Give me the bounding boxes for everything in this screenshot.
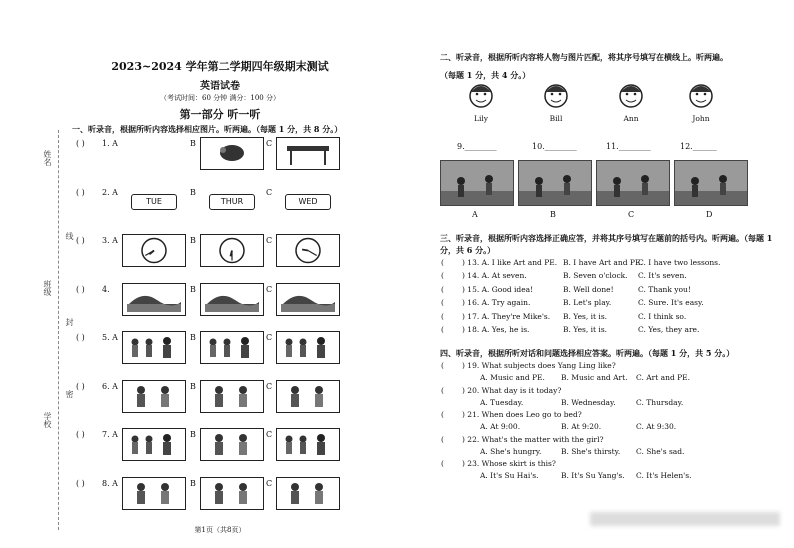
answer-paren[interactable]: ( bbox=[441, 361, 444, 370]
face-icon bbox=[541, 80, 571, 110]
option-b: B. Well done! bbox=[563, 284, 614, 294]
watermark bbox=[590, 512, 780, 526]
scene-icon bbox=[675, 161, 747, 205]
option-b-label: B bbox=[190, 139, 196, 148]
option-b-label: B bbox=[190, 284, 196, 294]
picture-label: A bbox=[472, 210, 478, 219]
day-card-option[interactable]: THUR bbox=[209, 194, 255, 210]
option-b: B. Seven o'clock. bbox=[563, 271, 628, 281]
scene-picture bbox=[518, 160, 592, 206]
illustration-icon bbox=[123, 332, 185, 363]
answer-blank[interactable]: 11.________ bbox=[606, 142, 651, 151]
scene-picture bbox=[674, 160, 748, 206]
question-number: 7. A bbox=[102, 430, 118, 439]
picture-option[interactable] bbox=[276, 234, 340, 267]
option-c: C. It's seven. bbox=[638, 271, 687, 281]
name-label: 姓名 bbox=[43, 150, 52, 166]
scene-picture bbox=[440, 160, 514, 206]
option-c: C. Art and PE. bbox=[636, 373, 691, 382]
option-c-label: C bbox=[266, 187, 273, 197]
illustration-icon bbox=[201, 138, 263, 169]
illustration-icon bbox=[201, 235, 263, 266]
picture-option[interactable] bbox=[200, 331, 264, 364]
picture-option[interactable] bbox=[122, 380, 186, 413]
answer-paren[interactable]: ( ) bbox=[76, 478, 85, 488]
answer-paren[interactable]: ( bbox=[441, 410, 444, 419]
answer-paren[interactable]: ( bbox=[441, 325, 444, 334]
illustration-icon bbox=[201, 429, 263, 460]
option-a: A. Tuesday. bbox=[480, 397, 524, 407]
illustration-icon bbox=[277, 138, 339, 169]
answer-blank[interactable]: 9.________ bbox=[457, 142, 497, 151]
picture-option[interactable] bbox=[200, 380, 264, 413]
option-b: B. Let's play. bbox=[563, 298, 612, 308]
question-text: ) 21. When does Leo go to bed? bbox=[462, 410, 582, 419]
answer-blank[interactable]: 12.______ bbox=[680, 142, 717, 151]
exam-title: 2023~2024 学年第二学期四年级期末测试 bbox=[111, 60, 329, 73]
option-c: C. Sure. It's easy. bbox=[638, 298, 704, 308]
illustration-icon bbox=[123, 478, 185, 509]
question-text: ) 20. What day is it today? bbox=[462, 385, 562, 395]
option-c: C. At 9:30. bbox=[636, 422, 677, 431]
picture-option[interactable] bbox=[122, 234, 186, 267]
exam-info: （考试时间：60 分钟 满分：100 分） bbox=[160, 94, 280, 102]
option-b: B. Wednesday. bbox=[561, 397, 616, 407]
option-b-label: B bbox=[190, 430, 196, 439]
answer-paren[interactable]: ( ) bbox=[76, 333, 85, 342]
answer-paren[interactable]: ( ) bbox=[76, 187, 85, 197]
day-card-option[interactable]: WED bbox=[285, 194, 331, 210]
picture-label: C bbox=[628, 210, 635, 219]
seal-label: 封 bbox=[65, 318, 74, 326]
section4-instruction: 四、听录音，根据所听对话和问题选择相应答案。听两遍。（每题 1 分，共 5 分。） bbox=[440, 348, 735, 358]
option-c: C. Yes, they are. bbox=[638, 325, 700, 334]
question-number: 4. bbox=[102, 284, 110, 294]
option-b-label: B bbox=[190, 478, 196, 488]
question-text: ) 22. What's the matter with the girl? bbox=[462, 434, 604, 444]
illustration-icon bbox=[277, 429, 339, 460]
scene-picture bbox=[596, 160, 670, 206]
illustration-icon bbox=[277, 332, 339, 363]
question-text: ) 19. What subjects does Yang Ling like? bbox=[462, 361, 616, 370]
option-c-label: C bbox=[266, 139, 273, 148]
picture-option[interactable] bbox=[276, 380, 340, 413]
option-c: C. It's Helen's. bbox=[636, 471, 692, 480]
answer-paren[interactable]: ( bbox=[441, 311, 444, 321]
illustration-icon bbox=[201, 478, 263, 509]
option-c: C. Thank you! bbox=[638, 284, 691, 294]
answer-paren[interactable]: ( bbox=[441, 459, 444, 468]
option-b: B. She's thirsty. bbox=[561, 446, 621, 456]
illustration-icon bbox=[277, 381, 339, 412]
illustration-icon bbox=[277, 284, 339, 315]
class-label: 班级 bbox=[43, 280, 52, 296]
option-c-label: C bbox=[266, 430, 273, 439]
scene-icon bbox=[597, 161, 669, 205]
picture-option[interactable] bbox=[122, 283, 186, 316]
answer-paren[interactable]: ( ) bbox=[76, 430, 85, 439]
answer-paren[interactable]: ( ) bbox=[76, 236, 85, 245]
option-c-label: C bbox=[266, 381, 273, 391]
option-c: C. I have two lessons. bbox=[638, 258, 721, 267]
picture-option[interactable] bbox=[276, 477, 340, 510]
question-number: 8. A bbox=[102, 478, 118, 488]
picture-option[interactable] bbox=[200, 428, 264, 461]
answer-paren[interactable]: ( bbox=[441, 284, 444, 294]
question-number: 2. A bbox=[102, 187, 118, 197]
picture-option[interactable] bbox=[200, 137, 264, 170]
option-c: C. Thursday. bbox=[636, 397, 684, 407]
question-number: 5. A bbox=[102, 333, 118, 342]
option-a: A. She's hungry. bbox=[480, 446, 542, 456]
section2-score: （每题 1 分，共 4 分。） bbox=[440, 70, 531, 80]
option-b: B. Music and Art. bbox=[561, 373, 628, 382]
option-a: ) 18. A. Yes, he is. bbox=[462, 325, 530, 334]
option-a: ) 17. A. They're Mike's. bbox=[462, 311, 551, 321]
illustration-icon bbox=[123, 381, 185, 412]
illustration-icon bbox=[277, 235, 339, 266]
picture-option[interactable] bbox=[276, 331, 340, 364]
picture-option[interactable] bbox=[276, 137, 340, 170]
option-c-label: C bbox=[266, 333, 273, 342]
illustration-icon bbox=[277, 478, 339, 509]
answer-paren[interactable]: ( ) bbox=[76, 381, 85, 391]
picture-option[interactable] bbox=[200, 283, 264, 316]
face-icon bbox=[686, 80, 716, 110]
option-a: ) 15. A. Good idea! bbox=[462, 284, 534, 294]
option-c-label: C bbox=[266, 236, 273, 245]
question-text: ) 23. Whose skirt is this? bbox=[462, 459, 556, 468]
question-number: 6. A bbox=[102, 381, 118, 391]
option-a: A. Music and PE. bbox=[480, 373, 545, 382]
answer-paren[interactable]: ( bbox=[441, 271, 444, 281]
school-label: 学校 bbox=[43, 412, 52, 428]
question-number: 1. A bbox=[102, 139, 118, 148]
answer-paren[interactable]: ( bbox=[441, 434, 444, 444]
section1-instruction: 一、听录音，根据所听内容选择相应图片。听两遍。（每题 1 分，共 8 分。） bbox=[72, 124, 343, 134]
section2-instruction: 二、听录音，根据所听内容将人物与图片匹配，将其序号填写在横线上。听两遍。 bbox=[440, 52, 728, 62]
picture-label: B bbox=[550, 210, 556, 219]
option-c: C. I think so. bbox=[638, 311, 687, 321]
answer-paren[interactable]: ( bbox=[441, 385, 444, 395]
person-name: John bbox=[692, 114, 710, 123]
option-a: ) 13. A. I like Art and PE. bbox=[462, 258, 558, 267]
question-number: 3. A bbox=[102, 236, 118, 245]
answer-paren[interactable]: ( bbox=[441, 298, 444, 308]
picture-option[interactable] bbox=[122, 477, 186, 510]
part-title: 第一部分 听一听 bbox=[179, 108, 261, 121]
picture-option[interactable] bbox=[122, 428, 186, 461]
option-b-label: B bbox=[190, 381, 196, 391]
option-b: B. At 9:20. bbox=[561, 422, 602, 431]
face-icon bbox=[616, 80, 646, 110]
illustration-icon bbox=[123, 284, 185, 315]
subject-title: 英语试卷 bbox=[200, 81, 240, 92]
picture-label: D bbox=[706, 210, 713, 219]
scene-icon bbox=[441, 161, 513, 205]
illustration-icon bbox=[201, 284, 263, 315]
option-a: A. It's Su Hai's. bbox=[480, 471, 539, 480]
option-b-label: B bbox=[190, 236, 196, 245]
person-name: Ann bbox=[623, 114, 639, 123]
picture-option[interactable] bbox=[276, 283, 340, 316]
option-a: A. At 9:00. bbox=[480, 422, 521, 431]
option-c-label: C bbox=[266, 478, 273, 488]
picture-option[interactable] bbox=[200, 477, 264, 510]
option-c: C. She's sad. bbox=[636, 446, 685, 456]
picture-option[interactable] bbox=[200, 234, 264, 267]
picture-option[interactable] bbox=[122, 331, 186, 364]
face-icon bbox=[466, 80, 496, 110]
cut-label: 密 bbox=[65, 390, 74, 398]
day-card-option[interactable]: TUE bbox=[131, 194, 177, 210]
option-b: B. Yes, it is. bbox=[563, 311, 608, 321]
option-b: B. I have Art and PE. bbox=[563, 258, 643, 267]
person-name: Lily bbox=[473, 114, 488, 123]
person-name: Bill bbox=[549, 114, 563, 123]
answer-paren[interactable]: ( bbox=[441, 258, 444, 267]
option-a: ) 14. A. At seven. bbox=[462, 271, 527, 281]
answer-blank[interactable]: 10.________ bbox=[532, 142, 577, 151]
option-a: ) 16. A. Try again. bbox=[462, 298, 531, 308]
page-footer: 第1页（共8页） bbox=[194, 526, 246, 534]
option-b: B. Yes, it is. bbox=[563, 325, 608, 334]
option-b-label: B bbox=[190, 333, 196, 342]
line-label: 线 bbox=[65, 232, 74, 240]
illustration-icon bbox=[201, 381, 263, 412]
option-b: B. It's Su Yang's. bbox=[561, 471, 625, 480]
picture-option[interactable] bbox=[276, 428, 340, 461]
option-c-label: C bbox=[266, 284, 273, 294]
scene-icon bbox=[519, 161, 591, 205]
binding-line bbox=[58, 130, 59, 530]
option-b-label: B bbox=[190, 187, 196, 197]
illustration-icon bbox=[123, 235, 185, 266]
illustration-icon bbox=[123, 429, 185, 460]
answer-paren[interactable]: ( ) bbox=[76, 284, 85, 294]
illustration-icon bbox=[201, 332, 263, 363]
answer-paren[interactable]: ( ) bbox=[76, 139, 85, 148]
section3-instruction: 三、听录音，根据所听内容选择正确应答，并将其序号填写在题前的括号内。听两遍。（每题 1 分，共 6 分。） bbox=[440, 233, 773, 255]
